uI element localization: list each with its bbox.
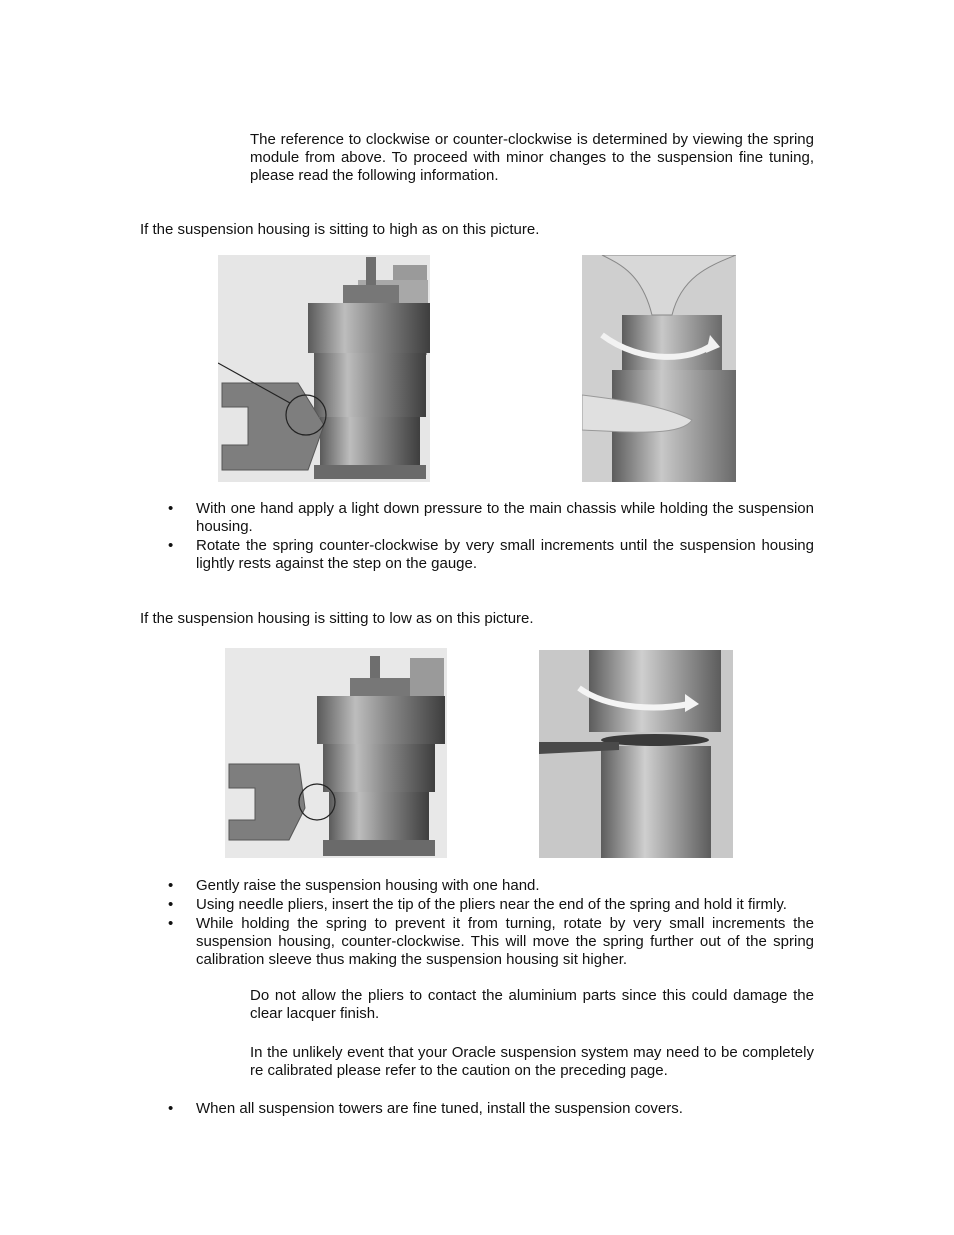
photo-housing-low-gauge <box>225 648 447 858</box>
note-pliers-caution: Do not allow the pliers to contact the aluminium parts since this could damage the clear lacquer finish. <box>250 987 814 1022</box>
bullet-glyph: • <box>168 877 174 894</box>
photo-rotate-spring-hand <box>582 255 736 482</box>
bullet-glyph: • <box>168 896 174 913</box>
intro-housing-too-low: If the suspension housing is sitting to low as on this picture. <box>140 610 534 627</box>
list-item: • Gently raise the suspension housing with one hand. <box>168 877 540 894</box>
intro-housing-too-high: If the suspension housing is sitting to high as on this picture. <box>140 221 540 238</box>
bullet-glyph: • <box>168 537 174 554</box>
list-item: • Rotate the spring counter-clockwise by very small increments until the suspension housing lightly rests against the step on the gauge. <box>168 537 814 572</box>
list-item: • Using needle pliers, insert the tip of the pliers near the end of the spring and hold it firmly. <box>168 896 787 913</box>
list-item: • When all suspension towers are fine tuned, install the suspension covers. <box>168 1100 683 1117</box>
note-recalibration: In the unlikely event that your Oracle suspension system may need to be completely re calibrated please refer to the caution on the preceding page. <box>250 1044 814 1079</box>
bullet-glyph: • <box>168 915 174 932</box>
list-item: • With one hand apply a light down pressure to the main chassis while holding the suspension housing. <box>168 500 814 535</box>
bullet-glyph: • <box>168 1100 174 1117</box>
instructions-housing-low <box>168 877 814 970</box>
photo-pliers-holding-spring <box>539 650 733 858</box>
bullet-glyph: • <box>168 500 174 517</box>
list-item: • While holding the spring to prevent it from turning, rotate by very small increments the suspension housing, counter-clockwise. This will move the spring further out of the spring calibration sleeve thus making the suspension housing sit higher. <box>168 915 814 968</box>
instructions-housing-high <box>168 500 814 574</box>
photo-housing-high-gauge <box>218 255 430 482</box>
instructions-final <box>168 1100 814 1119</box>
note-viewing-direction: The reference to clockwise or counter-clockwise is determined by viewing the spring module from above. To proceed with minor changes to the suspension fine tuning, please read the following information. <box>250 131 814 184</box>
